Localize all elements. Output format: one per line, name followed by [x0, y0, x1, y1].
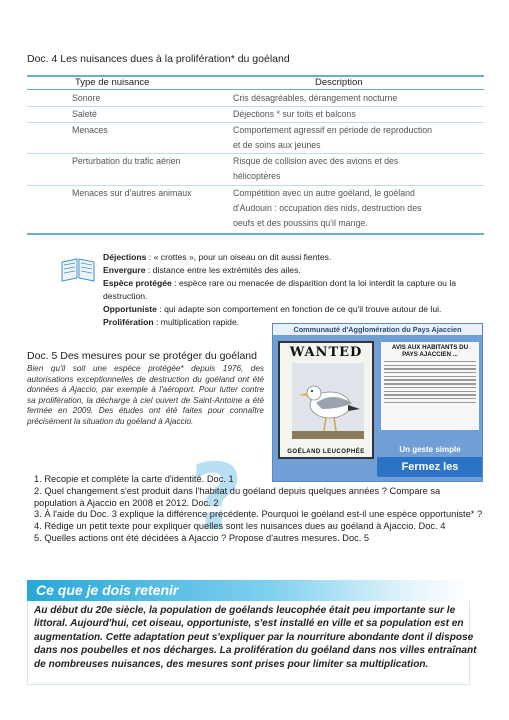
open-book-icon [60, 256, 96, 282]
poster-notice [381, 342, 479, 430]
glossary-entry: destruction. [103, 291, 148, 301]
table-row-type: Sonore [72, 93, 101, 103]
glossary-entry: Espèce protégée : espèce rare ou menacée de disparition dont la loi interdit la capture ou la [103, 278, 457, 288]
glossary-entry: Opportuniste : qui adapte son comportement en fonction de ce qu'il trouve autour de lui. [103, 304, 442, 314]
question-item: 1. Recopie et complète la carte d'identité. Doc. 1 [34, 474, 234, 484]
poster-notice-text-lines [384, 361, 476, 403]
wanted-poster-image [272, 323, 483, 482]
question-item: 3. À l'aide du Doc. 3 explique la différence précédente. Pourquoi le goéland est-il une espèce opportuniste* ? [34, 509, 483, 520]
table-bottom-rule [27, 233, 484, 235]
poster-slogan: Un geste simple [399, 445, 461, 454]
table-row-desc: Risque de collision avec des avions et des hélicoptères [233, 156, 399, 181]
wanted-frame [278, 341, 374, 459]
table-header-description: Description [315, 77, 363, 88]
poster-banner: Communauté d'Agglomération du Pays Ajaccien [273, 324, 482, 335]
table-header-type: Type de nuisance [75, 77, 150, 88]
table-row-desc: Compétition avec un autre goéland, le goéland d'Audouin : occupation des nids, destruction des oeufs et des poussins qu'il mange. [233, 188, 422, 228]
nuisances-table [27, 75, 484, 235]
wanted-title: WANTED [289, 345, 363, 360]
wanted-caption: GOÉLAND LEUCOPHÉE [287, 449, 365, 455]
doc4-title: Doc. 4 Les nuisances dues à la prolifération* du goéland [27, 53, 290, 65]
table-row-desc: Cris désagréables, dérangement nocturne [233, 93, 398, 103]
glossary-entry: Déjections : « crottes », pour un oiseau on dit aussi fientes. [103, 252, 332, 262]
questions-list [34, 474, 484, 545]
poster-slogan-banner: Fermez les [377, 457, 483, 477]
table-row-type: Saleté [72, 109, 97, 119]
poster-notice-title: AVIS AUX HABITANTS DU PAYS AJACCIEN ... [391, 344, 469, 358]
table-row-desc: Déjections * sur toits et balcons [233, 109, 356, 119]
question-item: 2. Quel changement s'est produit dans l'habitat du goéland depuis quelques années ? Compare sa population à Ajaccio en 2008 et 2012. Doc. 2 [34, 485, 441, 508]
table-row-type: Menaces [72, 125, 108, 135]
question-mark-icon: ? [190, 444, 244, 551]
glossary-entry: Prolifération : multiplication rapide. [103, 317, 240, 327]
question-item: 4. Rédige un petit texte pour expliquer quelles sont les nuisances dues au goéland à Ajaccio. Doc. 4 [34, 521, 446, 532]
retenir-text: Au début du 20e siècle, la population de goélands leucophée était peu importante sur le littoral. Aujourd'hui, cet oiseau, opportuniste, s'est installé en ville et sa population est en augmentation. Cette adaptation peut s'expliquer par la nourriture abondante dont il dispose dans nos poubelles et nos décharges. La prolifération du goéland dans nos villes entraînant de nombreuses nuisances, des mesures sont prises pour limiter sa multiplication. [34, 605, 477, 670]
table-row-type: Menaces sur d'autres animaux [72, 188, 192, 198]
table-row-desc: Comportement agressif en période de reproduction et de soins aux jeunes [233, 125, 433, 150]
glossary [103, 251, 456, 329]
doc5-text: Bien qu'il soit une espèce protégée* depuis 1976, des autorisations exceptionnelles de destruction du goéland ont été données à Ajaccio, par exemple à l'aéroport. Pour lutter contre sa prolifération, la décharge à ciel ouvert de Saint-Antoine a été fermée en 2009. Des études ont été faites pour connaître précisément la situation du goéland à Ajaccio. [27, 364, 264, 426]
doc5-title: Doc. 5 Des mesures pour se protéger du goéland [27, 350, 257, 362]
table-row-type: Perturbation du trafic aérien [72, 156, 181, 166]
table-header-rule [27, 89, 484, 90]
seagull-icon [292, 363, 364, 439]
question-item: 5. Quelles actions ont été décidées à Ajaccio ? Propose d'autres mesures. Doc. 5 [34, 532, 370, 543]
glossary-entry: Envergure : distance entre les extrémités des ailes. [103, 265, 301, 275]
retenir-title: Ce que je dois retenir [36, 582, 179, 598]
